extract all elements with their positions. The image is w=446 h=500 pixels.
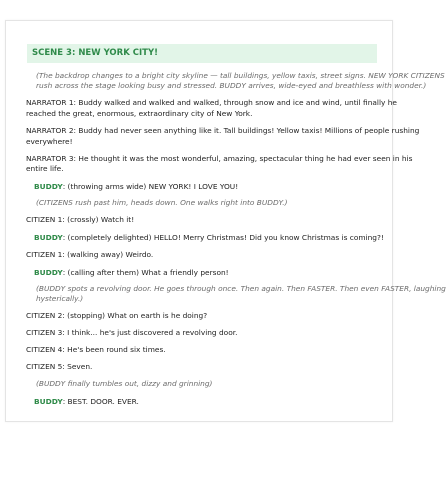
narrator-2-line: everywhere! (26, 137, 73, 146)
dialogue-text: : (throwing arms wide) NEW YORK! I LOVE YOU! (62, 182, 239, 191)
narrator-2-line: NARRATOR 2: Buddy had never seen anything like it. Tall buildings! Yellow taxis! Millions of people rushing (26, 126, 420, 135)
narrator-1-line: reached the great, enormous, extraordinary city of New York. (26, 109, 253, 118)
stage-direction: (The backdrop changes to a bright city skyline — tall buildings, yellow taxis, street signs. NEW YORK CITIZENS (36, 71, 445, 80)
dialogue-text: : (completely delighted) HELLO! Merry Christmas! Did you know Christmas is coming?! (62, 233, 384, 242)
dialogue-text: : BEST. DOOR. EVER. (62, 397, 139, 406)
stage-direction: hysterically.) (36, 294, 84, 303)
speaker-name: BUDDY (34, 268, 63, 277)
speaker-name: BUDDY (34, 397, 63, 406)
scene-title: SCENE 3: NEW YORK CITY! (27, 44, 377, 63)
buddy-line (34, 267, 229, 279)
citizen-line: CITIZEN 4: He's been round six times. (26, 345, 166, 354)
buddy-line (34, 232, 384, 244)
speaker-name: BUDDY (34, 233, 63, 242)
narrator-1-line: NARRATOR 1: Buddy walked and walked and walked, through snow and ice and wind, until finally he (26, 98, 397, 107)
citizen-line: CITIZEN 2: (stopping) What on earth is he doing? (26, 311, 208, 320)
stage-direction: (BUDDY spots a revolving door. He goes through once. Then again. Then FASTER. Then even FASTER, laughing (36, 284, 446, 293)
narrator-3-line: NARRATOR 3: He thought it was the most wonderful, amazing, spectacular thing he had ever seen in his (26, 154, 413, 163)
citizen-line: CITIZEN 5: Seven. (26, 362, 93, 371)
citizen-line: CITIZEN 3: I think... he's just discovered a revolving door. (26, 328, 238, 337)
stage-direction: (CITIZENS rush past him, heads down. One walks right into BUDDY.) (36, 198, 288, 207)
buddy-line (34, 181, 238, 193)
buddy-line (34, 396, 139, 408)
stage-direction: (BUDDY finally tumbles out, dizzy and grinning) (36, 379, 213, 388)
script-page (5, 20, 446, 422)
speaker-name: BUDDY (34, 182, 63, 191)
dialogue-text: : (calling after them) What a friendly person! (62, 268, 229, 277)
citizen-line: CITIZEN 1: (crossly) Watch it! (26, 215, 135, 224)
stage-direction: rush across the stage looking busy and stressed. BUDDY arrives, wide-eyed and breathless with wonder.) (36, 81, 427, 90)
narrator-3-line: entire life. (26, 164, 64, 173)
citizen-line: CITIZEN 1: (walking away) Weirdo. (26, 250, 154, 259)
